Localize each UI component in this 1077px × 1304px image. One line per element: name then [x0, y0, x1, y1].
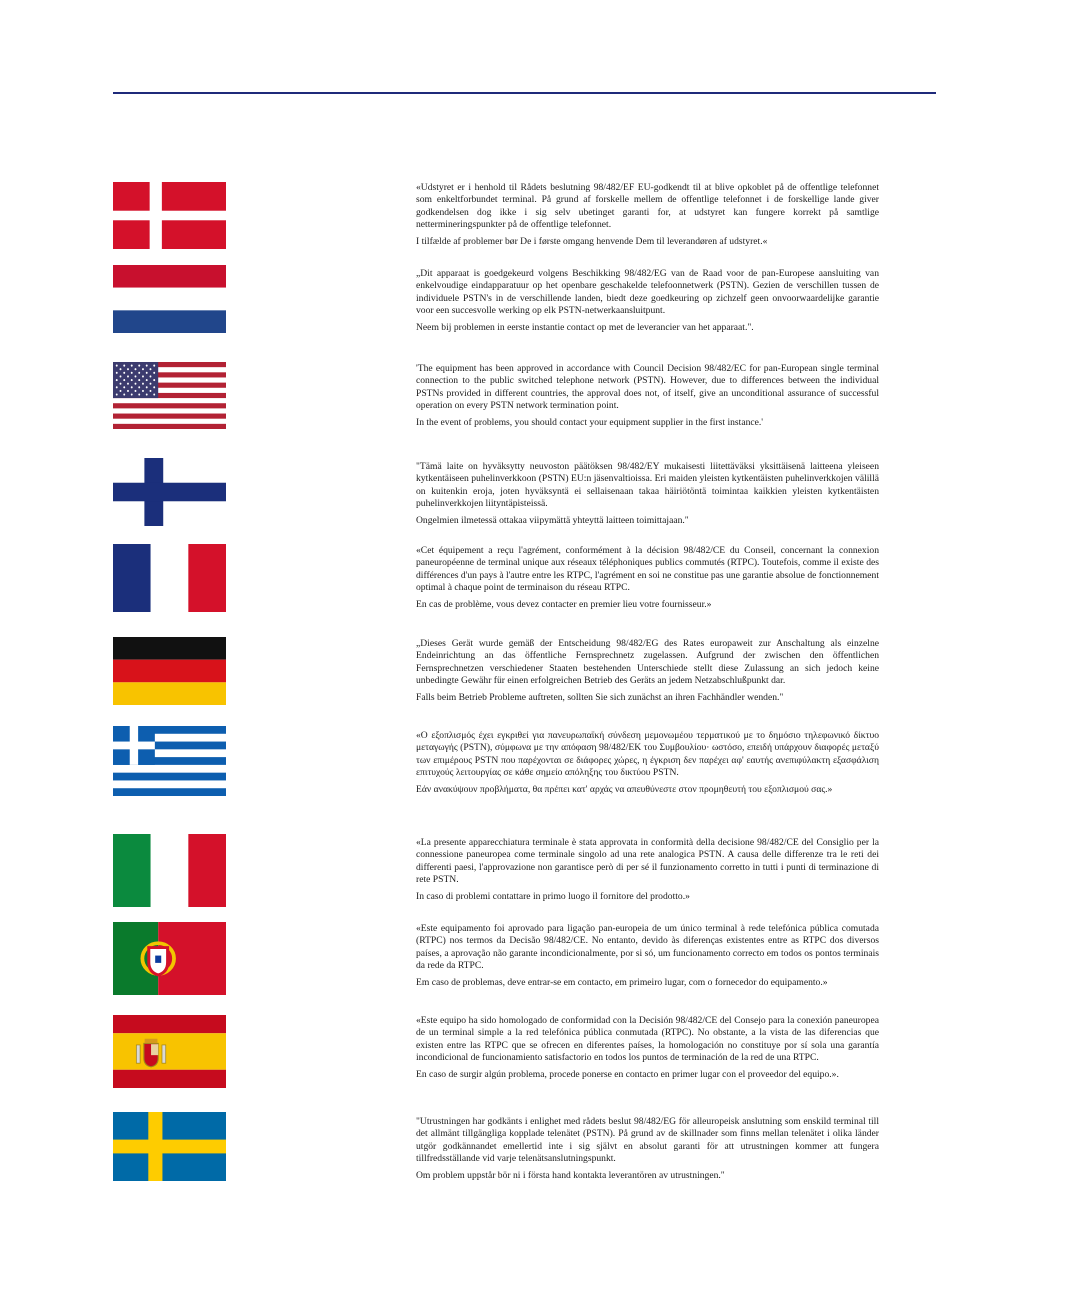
notice-finnish-contact: Ongelmien ilmetessä ottakaa viipymättä yhteyttä laitteen toimittajaan."	[416, 514, 689, 526]
notice-portuguese-text: «Este equipamento foi aprovado para ligação pan-europeia de um único terminal à rede telefónica pública comutada (RTPC) nos termos da Decisão 98/482/CE. No entanto, devido às diferenças existentes entre as RTPC dos diversos países, a aprovação não garante incondicionalmente, por si só, um funcionamento correcto em todos os pontos terminais da rede da RTPC.	[416, 923, 879, 972]
notice-dutch	[416, 268, 879, 334]
notice-english-text: 'The equipment has been approved in accordance with Council Decision 98/482/EC for pan-European single terminal connection to the public switched telephone network (PSTN). However, due to differences between the individual PSTNs provided in different countries, the approval does not, of itself, give an unconditional assurance of successful operation on every PSTN network termination point.	[416, 363, 879, 412]
notice-portuguese-contact: Em caso de problemas, deve entrar-se em contacto, em primeiro lugar, com o fornecedor do equipamento.»	[416, 976, 828, 988]
notice-danish	[416, 182, 879, 248]
notice-swedish-text: "Utrustningen har godkänts i enlighet med rådets beslut 98/482/EG för alleuropeisk anslutning som enskild terminal till det allmänt tillgängliga kopplade telenätet (PSTN). På grund av de skillnader som finns mellan telenätet i olika länder utgör godkännandet emellertid inte i sig självt en absolut garanti för att utrustningen kommer att fungera tillfredsställande vid varje telenätsanslutningspunkt.	[416, 1116, 879, 1165]
italy-flag	[113, 834, 226, 907]
notice-italian-text: «La presente apparecchiatura terminale è stata approvata in conformità della decisione 98/482/CE del Consiglio per la connessione paneuropea come terminale singolo ad una rete analogica PSTN. A causa delle differenze tra le reti dei differenti paesi, l'approvazione non garantisce però di per sé il funzionamento corretto in tutti i punti di terminazione di rete PSTN.	[416, 837, 879, 886]
greece-flag	[113, 726, 226, 796]
notice-german-text: „Dieses Gerät wurde gemäß der Entscheidung 98/482/EG des Rates europaweit zur Anschaltung als einzelne Endeinrichtung an das öffentliche Fernsprechnetz zugelassen. Aufgrund der zwischen den öffentlichen Fernsprechnetzen verschiedener Staaten bestehenden Unterschiede stellt diese Zulassung an sich jedoch keine unbedingte Gewähr für einen erfolgreichen Betrieb des Geräts an jedem Netzabschlußpunkt dar.	[416, 638, 879, 687]
notice-french	[416, 545, 879, 611]
notice-dutch-text: „Dit apparaat is goedgekeurd volgens Beschikking 98/482/EG van de Raad voor de pan-Europese aansluiting van enkelvoudige eindapparatuur op het openbare geschakelde telefoonnetwerk (PSTN). Gezien de verschillen tussen de individuele PSTN's in de verschillende landen, biedt deze goedkeuring op zichzelf geen onvoorwaardelijke garantie voor een succesvolle werking op elk PSTN-netwerkaansluitpunt.	[416, 268, 879, 317]
netherlands-flag	[113, 265, 226, 333]
notice-italian	[416, 837, 879, 903]
notice-english-contact: In the event of problems, you should contact your equipment supplier in the first instance.'	[416, 416, 764, 428]
sweden-flag	[113, 1112, 226, 1181]
germany-flag	[113, 637, 226, 705]
top-rule	[113, 92, 936, 94]
notice-french-text: «Cet équipement a reçu l'agrément, conformément à la décision 98/482/CE du Conseil, concernant la connexion paneuropéenne de terminal unique aux réseaux téléphoniques publics commutés (RTPC). Toutefois, comme il existe des différences d'un pays à l'autre entre les RTPC, l'agrément en soi ne constitue pas une garantie absolue de fonctionnement optimal à chaque point de terminaison du réseau RTPC.	[416, 545, 879, 594]
notice-spanish-contact: En caso de surgir algún problema, procede ponerse en contacto en primer lugar con el proveedor del equipo.».	[416, 1068, 839, 1080]
finland-flag	[113, 458, 226, 526]
notice-finnish-text: "Tämä laite on hyväksytty neuvoston päätöksen 98/482/EY mukaisesti liitettäväksi yksittäisenä laitteena yleiseen kytkentäiseen puhelinverkkoon (PSTN) EU:n jäsenvaltioissa. Eri maiden yleisten kytkentäisten puhelinverkkojen välillä on kuitenkin eroja, joten hyväksyntä ei sellaisenaan takaa häiriötöntä toimintaa kaikkien yleisten kytkentäisten puhelinverkkojen liityntäpisteissä.	[416, 461, 879, 510]
notice-greek-contact: Εάν ανακύψουν προβλήματα, θα πρέπει κατ' αρχάς να απευθύνεστε στον προμηθευτή του εξοπλισμού σας.»	[416, 783, 833, 795]
notice-english	[416, 363, 879, 429]
portugal-flag	[113, 922, 226, 995]
france-flag	[113, 544, 226, 612]
notice-spanish-text: «Este equipo ha sido homologado de conformidad con la Decisión 98/482/CE del Consejo para la conexión paneuropea de un terminal simple a la red telefónica pública conmutada (RTPC). No obstante, a la vista de las diferencias que existen entre las RTPC que se ofrecen en diferentes países, la homologación no constituye por sí sola una garantía incondicional de funcionamiento satisfactorio en todos los puntos de terminación de la red de una RTPC.	[416, 1015, 879, 1064]
notice-greek	[416, 730, 879, 796]
notice-finnish	[416, 461, 879, 527]
notice-italian-contact: In caso di problemi contattare in primo luogo il fornitore del prodotto.»	[416, 890, 690, 902]
spain-flag	[113, 1015, 226, 1088]
notice-swedish	[416, 1116, 879, 1182]
notice-german-contact: Falls beim Betrieb Probleme auftreten, sollten Sie sich zunächst an ihren Fachhändler wenden."	[416, 691, 784, 703]
notice-danish-contact: I tilfælde af problemer bør De i første omgang henvende Dem til leverandøren af udstyret.«	[416, 235, 768, 247]
usa-flag	[113, 362, 226, 429]
notice-french-contact: En cas de problème, vous devez contacter en premier lieu votre fournisseur.»	[416, 598, 712, 610]
notice-greek-text: «Ο εξοπλισμός έχει εγκριθεί για πανευρωπαϊκή σύνδεση μεμονωμέου τερματικού με το δημόσιο τηλεφωνικό δίκτυο μεταγωγής (PSTN), σύμφωνα με την απόφαση 98/482/ΕΚ του Συμβουλίου· ωστόσο, επειδή υπάρχουν διαφορές μεταξύ των επιμέρους PSTN που παρέχονται σε διάφορες χώρες, η έγκριση δεν παρέχει αφ' εαυτής ανεπιφύλακτη εξασφάλιση επιτυχούς λειτουργίας σε κάθε σημείο απόληξης του δικτύου PSTN.	[416, 730, 879, 779]
notice-swedish-contact: Om problem uppstår bör ni i första hand kontakta leverantören av utrustningen."	[416, 1169, 725, 1181]
notice-portuguese	[416, 923, 879, 989]
denmark-flag	[113, 182, 226, 249]
notice-danish-text: «Udstyret er i henhold til Rådets beslutning 98/482/EF EU-godkendt til at blive opkoblet på de offentlige telefonnet som enkeltforbundet terminal. På grund af forskelle mellem de offentlige telefonnet i de forskellige lande giver godkendelsen dog ikke i sig selv ubetinget garanti for, at udstyret kan fungere korrekt på samtlige nettermineringspunkter på de offentlige telefonnet.	[416, 182, 879, 231]
notice-german	[416, 638, 879, 704]
notice-dutch-contact: Neem bij problemen in eerste instantie contact op met de leverancier van het apparaat.".	[416, 321, 754, 333]
notice-spanish	[416, 1015, 879, 1081]
